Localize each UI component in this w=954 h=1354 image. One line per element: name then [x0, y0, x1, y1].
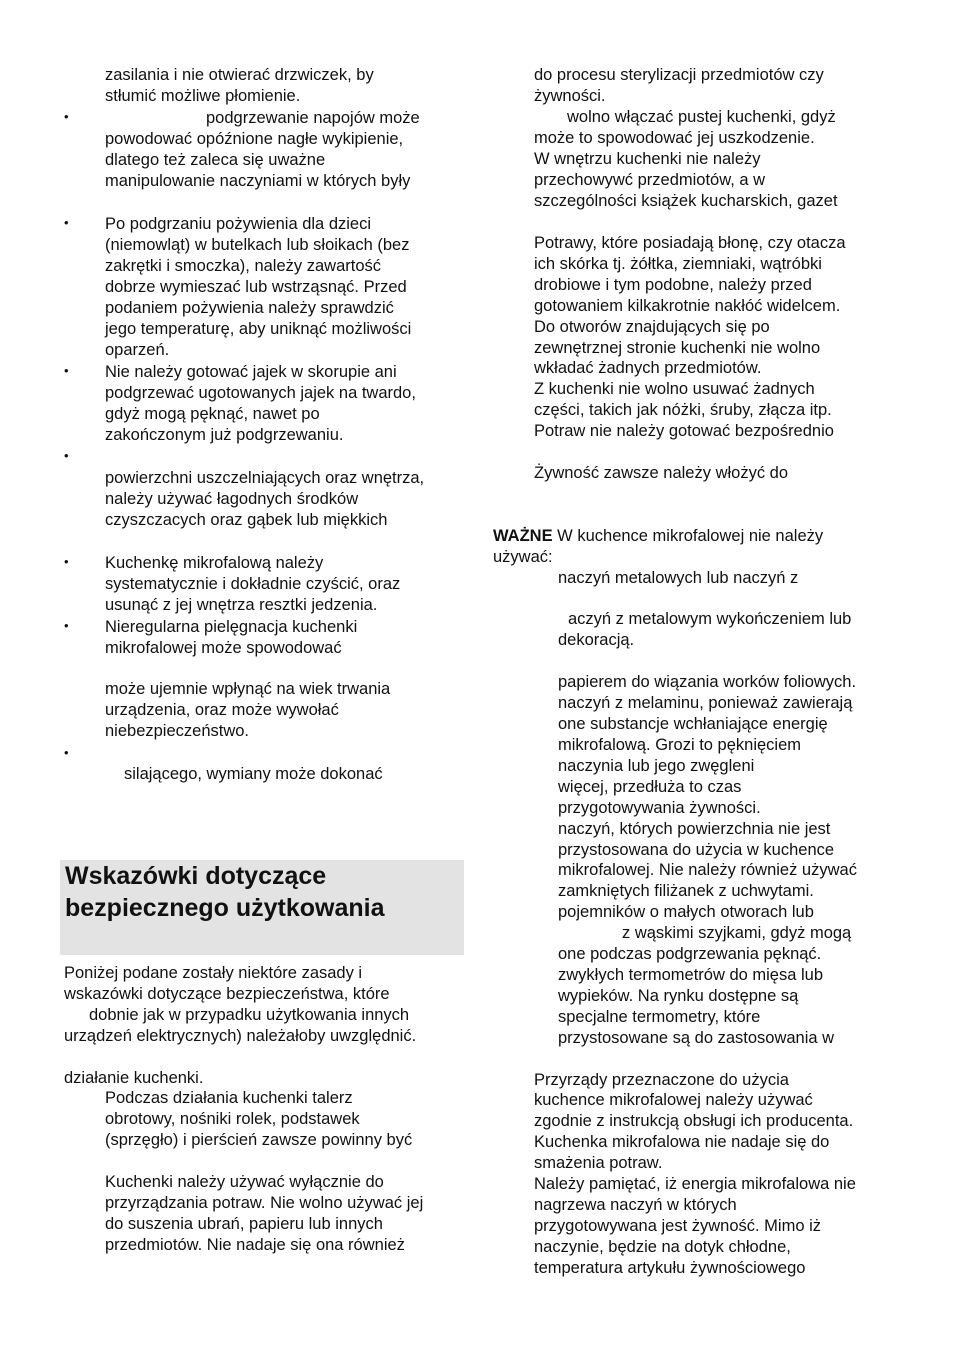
text-line: przechowywć przedmiotów, a w — [534, 171, 766, 189]
text-line: Kuchenki należy używać wyłącznie do — [105, 1173, 384, 1191]
text-line: specjalne termometry, które — [558, 1008, 761, 1026]
text-line: gotowaniem kilkakrotnie nakłóć widelcem. — [534, 297, 841, 315]
text-line: usunąć z jej wnętrza resztki jedzenia. — [105, 596, 378, 614]
text-line: powodować opóźnione nagłe wykipienie, — [105, 130, 404, 148]
text-line: podgrzewać ugotowanych jajek na twardo, — [105, 384, 416, 402]
text-line: one substancje wchłaniające energię — [558, 715, 828, 733]
text-line: może ujemnie wpłynąć na wiek trwania — [105, 680, 391, 698]
text-line: Należy pamiętać, iż energia mikrofalowa nie — [534, 1175, 856, 1193]
text-line: niebezpieczeństwo. — [105, 722, 250, 740]
text-line: Kuchenkę mikrofalową należy — [105, 554, 324, 572]
important-text: W kuchence mikrofalowej nie należy — [552, 527, 824, 545]
section-heading: bezpiecznego użytkowania — [65, 894, 385, 922]
text-line: czyszczacych oraz gąbek lub miękkich — [105, 511, 388, 529]
bullet: • — [64, 448, 69, 463]
text-line: naczynia lub jego zwęgleni — [558, 757, 755, 775]
text-line: należy używać łagodnych środków — [105, 490, 359, 508]
text-line: mikrofalową. Grozi to pęknięciem — [558, 736, 802, 754]
text-line: (sprzęgło) i pierścień zawsze powinny być — [105, 1131, 413, 1149]
text-line: kuchence mikrofalowej należy używać — [534, 1091, 813, 1109]
text-line: aczyń z metalowym wykończeniem lub — [568, 610, 852, 628]
text-line: zwykłych termometrów do mięsa lub — [558, 966, 823, 984]
text-line: systematycznie i dokładnie czyścić, oraz — [105, 575, 401, 593]
text-line: W wnętrzu kuchenki nie należy — [534, 150, 761, 168]
text-line: mikrofalowej może spowodować — [105, 639, 342, 657]
bullet: • — [64, 215, 69, 230]
text-line: dobrze wymieszać lub wstrząsnąć. Przed — [105, 278, 407, 296]
text-line: (niemowląt) w butelkach lub słoikach (bez — [105, 236, 410, 254]
text-line: naczyń z melaminu, ponieważ zawierają — [558, 694, 853, 712]
text-line: zewnętrznej stronie kuchenki nie wolno — [534, 339, 821, 357]
text-line: wolno włączać pustej kuchenki, gdyż — [567, 108, 836, 126]
text-line: działanie kuchenki. — [64, 1069, 204, 1087]
text-line: stłumić możliwe płomienie. — [105, 87, 301, 105]
text-line: Z kuchenki nie wolno usuwać żadnych — [534, 380, 815, 398]
text-line: naczyń, których powierzchnia nie jest — [558, 820, 831, 838]
text-line: powierzchni uszczelniających oraz wnętrza, — [105, 469, 425, 487]
text-line: oparzeń. — [105, 341, 170, 359]
text-line: Potraw nie należy gotować bezpośrednio — [534, 422, 834, 440]
important-line — [493, 526, 823, 546]
text-line: smażenia potraw. — [534, 1154, 663, 1172]
text-line: części, takich jak nóżki, śruby, złącza itp. — [534, 401, 832, 419]
bullet: • — [64, 618, 69, 633]
text-line: temperatura artykułu żywnościowego — [534, 1259, 806, 1277]
text-line: manipulowanie naczyniami w których były — [105, 172, 411, 190]
text-line: przyrządzania potraw. Nie wolno używać jej — [105, 1194, 424, 1212]
text-line: naczynie, będzie na dotyk chłodne, — [534, 1238, 791, 1256]
text-line: zasilania i nie otwierać drzwiczek, by — [105, 66, 374, 84]
text-line: naczyń metalowych lub naczyń z — [558, 569, 799, 587]
text-line: pojemników o małych otworach lub — [558, 903, 814, 921]
text-line: podaniem pożywienia należy sprawdzić — [105, 299, 394, 317]
text-line: może to spowodować jej uszkodzenie. — [534, 129, 815, 147]
text-line: podgrzewanie napojów może — [206, 109, 420, 127]
text-line: Poniżej podane zostały niektóre zasady i — [64, 964, 363, 982]
text-line: gdyż mogą pęknąć, nawet po — [105, 405, 320, 423]
text-line: wypieków. Na rynku dostępne są — [558, 987, 799, 1005]
bullet: • — [64, 745, 69, 760]
bullet: • — [64, 109, 69, 124]
text-line: z wąskimi szyjkami, gdyż mogą — [622, 924, 852, 942]
text-line: żywności. — [534, 87, 606, 105]
text-line: przygotowywana jest żywność. Mimo iż — [534, 1217, 822, 1235]
text-line: jego temperaturę, aby uniknąć możliwości — [105, 320, 412, 338]
text-line: Podczas działania kuchenki talerz — [105, 1089, 353, 1107]
text-line: drobiowe i tym podobne, należy przed — [534, 276, 812, 294]
text-line: zakrętki i smoczka), należy zawartość — [105, 257, 381, 275]
text-line: dekoracją. — [558, 631, 635, 649]
section-heading-box — [60, 860, 464, 955]
text-line: one podczas podgrzewania pęknąć. — [558, 945, 822, 963]
text-line: urządzenia, oraz może wywołać — [105, 701, 339, 719]
text-line: mikrofalowej. Nie należy również używać — [558, 861, 857, 879]
text-line: Nie należy gotować jajek w skorupie ani — [105, 363, 397, 381]
text-line: Kuchenka mikrofalowa nie nadaje się do — [534, 1133, 830, 1151]
text-line: zgodnie z instrukcją obsługi ich producenta. — [534, 1112, 854, 1130]
text-line: szczególności książek kucharskich, gazet — [534, 192, 838, 210]
text-line: zakończonym już podgrzewaniu. — [105, 426, 344, 444]
text-line: Żywność zawsze należy włożyć do — [534, 464, 789, 482]
text-line: nagrzewa naczyń w których — [534, 1196, 737, 1214]
text-line: przedmiotów. Nie nadaje się ona również — [105, 1236, 405, 1254]
text-line: ich skórka tj. żółtka, ziemniaki, wątróbki — [534, 255, 822, 273]
text-line: do procesu sterylizacji przedmiotów czy — [534, 66, 824, 84]
text-line: używać: — [493, 548, 553, 566]
text-line: wkładać żadnych przedmiotów. — [534, 359, 762, 377]
text-line: Po podgrzaniu pożywienia dla dzieci — [105, 215, 371, 233]
text-line: dlatego też zaleca się uważne — [105, 151, 326, 169]
text-line: do suszenia ubrań, papieru lub innych — [105, 1215, 383, 1233]
bullet: • — [64, 554, 69, 569]
text-line: przystosowane są do zastosowania w — [558, 1029, 835, 1047]
text-line: przygotowywania żywności. — [558, 799, 761, 817]
text-line: urządzeń elektrycznych) należałoby uwzględnić. — [64, 1027, 417, 1045]
text-line: więcej, przedłuża to czas — [558, 778, 742, 796]
text-line: silającego, wymiany może dokonać — [124, 765, 383, 783]
text-line: Do otworów znajdujących się po — [534, 318, 770, 336]
text-line: wskazówki dotyczące bezpieczeństwa, które — [64, 985, 390, 1003]
text-line: papierem do wiązania worków foliowych. — [558, 673, 857, 691]
text-line: przystosowana do użycia w kuchence — [558, 841, 835, 859]
bullet: • — [64, 363, 69, 378]
important-label: WAŻNE — [493, 527, 553, 545]
text-line: dobnie jak w przypadku użytkowania innych — [89, 1006, 410, 1024]
text-line: Przyrządy przeznaczone do użycia — [534, 1071, 789, 1089]
text-line: obrotowy, nośniki rolek, podstawek — [105, 1110, 360, 1128]
section-heading: Wskazówki dotyczące — [65, 862, 327, 890]
text-line: zamkniętych filiżanek z uchwytami. — [558, 882, 814, 900]
text-line: Potrawy, które posiadają błonę, czy otacza — [534, 234, 846, 252]
text-line: Nieregularna pielęgnacja kuchenki — [105, 618, 358, 636]
